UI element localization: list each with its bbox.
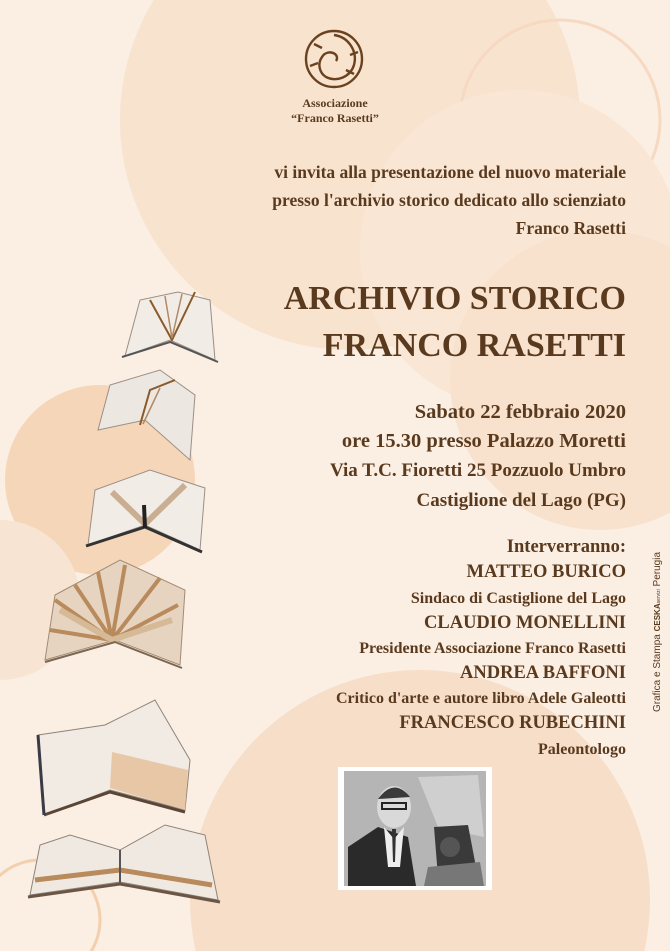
speaker-role: Paleontologo	[538, 741, 626, 758]
print-credit	[652, 552, 663, 712]
speaker-role: Sindaco di Castiglione del Lago	[410, 590, 626, 607]
title-line-1: ARCHIVIO STORICO	[283, 280, 626, 317]
speaker-role: Presidente Associazione Franco Rasetti	[359, 640, 626, 657]
title-line-2: FRANCO RASETTI	[322, 327, 626, 364]
credit-small: servizi	[656, 589, 662, 604]
invite-line-3: Franco Rasetti	[515, 218, 626, 238]
invite-line-2: presso l'archivio storico dedicato allo scienziato	[272, 190, 626, 210]
credit-suffix: Perugia	[652, 551, 663, 587]
event-address: Via T.C. Fioretti 25 Pozzuolo Umbro	[329, 460, 626, 481]
invite-line-1: vi invita alla presentazione del nuovo materiale	[274, 162, 626, 182]
speaker-name: MATTEO BURICO	[466, 562, 626, 582]
event-date: Sabato 22 febbraio 2020	[414, 401, 626, 423]
association-name-line1: Associazione	[302, 96, 368, 110]
credit-prefix: Grafica e Stampa	[652, 634, 663, 712]
event-time-place: ore 15.30 presso Palazzo Moretti	[341, 430, 626, 452]
speaker-name: ANDREA BAFFONI	[460, 663, 626, 683]
portrait-photo-icon	[338, 767, 492, 890]
event-city: Castiglione del Lago (PG)	[416, 490, 626, 511]
speakers-heading: Interverranno:	[506, 537, 626, 557]
speaker-name: FRANCESCO RUBECHINI	[399, 713, 626, 733]
credit-brand: CESKA	[653, 603, 662, 632]
speaker-name: CLAUDIO MONELLINI	[424, 613, 626, 633]
association-name-line2: “Franco Rasetti”	[291, 111, 379, 125]
speaker-role: Critico d'arte e autore libro Adele Galeotti	[335, 690, 626, 707]
